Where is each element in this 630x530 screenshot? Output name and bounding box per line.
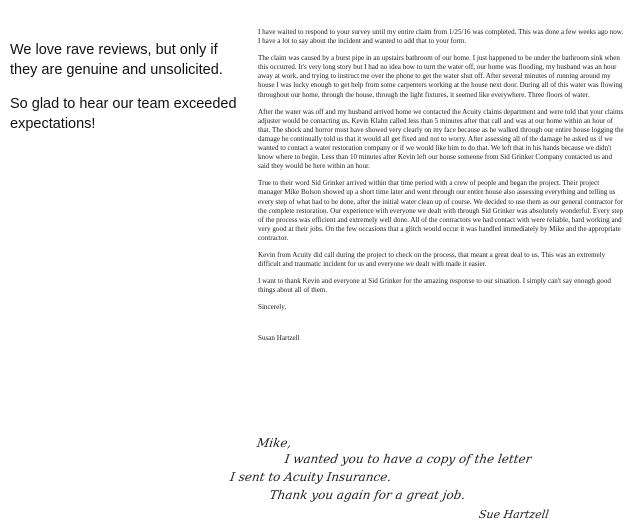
- handwritten-line-3: Thank you again for a great job.: [268, 488, 467, 502]
- letter-paragraph-2: The claim was caused by a burst pipe in an upstairs bathroom of our home. I just happened to be under the bathroom sink when this occurred. It's very long story but I had no idea how to turn the water off, our home was flooding, my husband was an hour away at work, and trying to instruct me over the phone to get the water shut off. After several minutes of running around my house I was lucky enough to get help from some carpenters working at the house next door. During all of this water was flowing throughout our home, through the house, through the light fixtures, it seemed like everywhere. Three floors of water.: [258, 54, 623, 99]
- intro-panel: [10, 40, 240, 148]
- letter-paragraph-3: After the water was off and my husband arrived home we contacted the Acuity claims department and were told that your claims adjuster would be contacting us. Kevin Klahn called less than 5 minutes after that call and was at our home within an hour of that. The shock and horror must have showed very clearly on my face because as he walked through our entire house logging the damage he continually told us that it would all get fixed and not to worry. After assessing all of the damage he asked us if we wanted to contact a water restoration company or if we would like him to do that. We left that in his hands because we didn't know where to begin. Less than 10 minutes after Kevin left our house someone from Sid Grinker Company contacted us and said they would be here within an hour.: [258, 107, 624, 171]
- letter-paragraph-4: True to their word Sid Grinker arrived within that time period with a crew of people and began the project. Their project manager Mike Bolson showed up a short time later and went through our entire house also assessing everything and telling us every step of what had to be done, after the initial water clean up of course. We decided to use them as our general contractor for the complete restoration. Our experience with everyone we dealt with through Sid Grinker was absolutely wonderful. Every step of the process was efficient and extremely well done. All of the contractors we had contact with were reliable, hard working and very good at their jobs. On the few occasions that a glitch would occur it was handled immediately by Mike and the appropriate contractor.: [258, 179, 624, 242]
- intro-paragraph-2: So glad to hear our team exceeded expectations!: [10, 96, 237, 132]
- letter-signature-name: Susan Hartzell: [258, 334, 300, 343]
- handwritten-signature: Sue Hartzell: [478, 508, 550, 521]
- intro-paragraph-1: We love rave reviews, but only if they are genuine and unsolicited.: [10, 42, 223, 78]
- handwritten-line-2: I sent to Acuity Insurance.: [229, 470, 393, 484]
- customer-letter: [258, 28, 624, 352]
- letter-paragraph-5: Kevin from Acuity did call during the project to check on the process, that meant a great deal to us. This was an extremely difficult and traumatic incident for us and everyone we dealt with made it easier.: [258, 250, 606, 269]
- handwritten-line-1: I wanted you to have a copy of the letter: [283, 452, 533, 466]
- letter-closing: Sincerely,: [258, 303, 287, 312]
- letter-paragraph-6: I want to thank Kevin and everyone at Sid Grinker for the amazing response to our situation. I simply can't say enough good things about all of them.: [258, 277, 611, 295]
- letter-paragraph-1: I have waited to respond to your survey until my entire claim from 1/25/16 was completed. This was done a few weeks ago now. I have a lot to say about the incident and wanted to add that to your form.: [258, 28, 624, 46]
- handwritten-greeting: Mike,: [256, 436, 293, 450]
